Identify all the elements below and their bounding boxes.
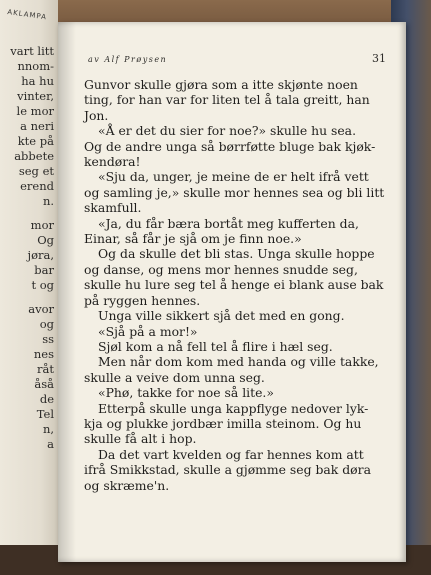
page-number: 31 [372,52,386,65]
text-line: kja og plukke jordbær imilla steinom. Og hu [84,415,362,431]
text-line: skamfull. [84,200,142,216]
left-line: erend [20,179,54,193]
paragraph [84,385,384,400]
text-line: og danse, og mens mor hennes snudde seg, [84,261,358,277]
text-line: «Sjå på a mor!» [98,323,198,339]
text-line: Jon. [84,107,109,123]
paragraph [84,308,384,323]
text-line: «Ja, du får bæra bortåt meg kufferten da, [98,215,359,231]
paragraph [84,169,384,215]
text-line: og skræme'n. [84,477,170,493]
left-line: t og [31,278,54,292]
left-line: vart litt [10,44,54,58]
paragraph [84,123,384,169]
left-line: Tel [36,407,54,421]
right-page [58,22,406,562]
text-line: Og da skulle det bli stas. Unga skulle hoppe [98,246,375,262]
text-line: Unga ville sikkert sjå det med en gong. [98,308,345,324]
text-line: skulle få alt i hop. [84,431,197,447]
left-line: kte på [17,134,54,148]
text-line: Men når dom kom med handa og ville takke, [98,354,379,370]
paragraph [84,401,384,447]
paragraph [84,339,384,354]
text-line: kendøra! [84,154,141,170]
left-line: åså [34,377,54,391]
paragraph [84,77,384,123]
paragraph [84,354,384,385]
left-line: seg et [18,164,54,178]
text-line: «Sju da, unger, je meine de er helt ifrå vett [98,169,369,185]
left-gap [0,209,58,218]
left-line: ha hu [21,74,54,88]
left-line: råt [37,362,54,376]
left-line: jøra, [27,248,54,262]
left-line: mor [30,218,54,232]
paragraph [84,324,384,339]
text-line: «Phø, takke for noe så lite.» [98,385,274,401]
paragraph [84,246,384,308]
left-line: le mor [16,104,54,118]
body-text [84,77,384,493]
left-line: nes [33,347,54,361]
left-line: a [47,437,54,451]
text-line: Og de andre unga så børrføtte bluge bak kjøk- [84,138,376,154]
left-gap [0,293,58,302]
left-line: nnom- [17,59,54,73]
left-line: de [39,392,54,406]
left-line: n, [42,422,54,436]
left-line: abbete [14,149,54,163]
text-line: ting, for han var for liten tel å tala greitt, han [84,92,370,108]
text-line: Etterpå skulle unga kappflyge nedover lyk- [98,400,369,416]
text-line: på ryggen hennes. [84,292,201,308]
text-line: «Å er det du sier for noe?» skulle hu sea. [98,123,357,139]
left-page-text [0,44,58,452]
text-line: skulle hu lure seg tel å henge ei blank ause bak [84,277,384,293]
left-line: a neri [20,119,54,133]
text-line: Da det vart kvelden og far hennes kom att [98,446,364,462]
text-line: Einar, så får je sjå om je finn noe.» [84,231,302,247]
left-line: avor [28,302,54,316]
left-line: vinter, [17,89,54,103]
left-line: og [39,317,54,331]
text-line: Sjøl kom a nå fell tel å flire i hæl seg. [98,338,333,354]
left-line: n. [42,194,54,208]
page-gutter-shadow [58,22,76,562]
left-line: bar [34,263,54,277]
left-page [0,0,58,545]
text-line: Gunvor skulle gjøra som a itte skjønte noen [84,77,358,92]
left-line: Og [37,233,54,247]
left-line: ss [42,332,54,346]
paragraph [84,447,384,493]
running-head: av Alf Prøysen [88,55,168,64]
text-line: og samling je,» skulle mor hennes sea og bli litt [84,184,385,200]
text-line: skulle a veive dom unna seg. [84,369,265,385]
left-running-head: AKLAMPA [6,8,48,22]
text-line: ifrå Smikkstad, skulle a gjømme seg bak døra [84,462,371,478]
paragraph [84,216,384,247]
